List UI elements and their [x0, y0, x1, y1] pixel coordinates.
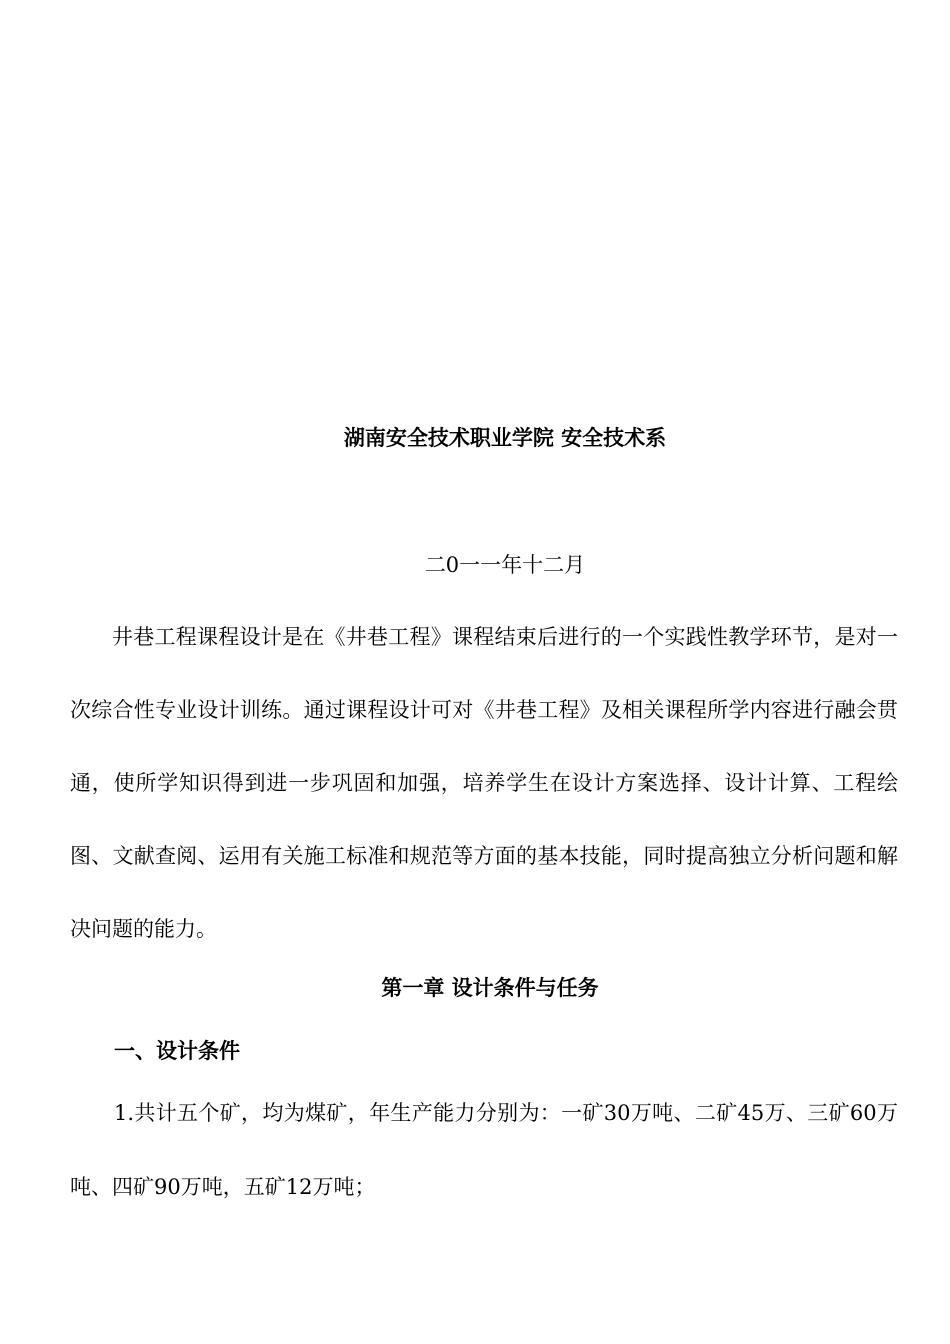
chapter-title: 第一章 设计条件与任务 [381, 976, 599, 1000]
intro-paragraph: 井巷工程课程设计是在《井巷工程》课程结束后进行的一个实践性教学环节，是对一次综合性专业设计训练。通过课程设计可对《井巷工程》及相关课程所学内容进行融会贯通，使所学知识得到进一步巩固和加强，培养学生在设计方案选择、设计计算、工程绘图、文献查阅、运用有关施工标准和规范等方面的基本技能，同时提高独立分析问题和解决问题的能力。 [70, 625, 898, 941]
section-title: 一、设计条件 [114, 1039, 240, 1063]
design-condition-item: 1.共计五个矿，均为煤矿，年生产能力分别为：一矿30万吨、二矿45万、三矿60万吨、四矿90万吨，五矿12万吨； [70, 1101, 898, 1199]
document-date: 二0一一年十二月 [424, 553, 586, 577]
institution-name: 湖南安全技术职业学院 安全技术系 [343, 426, 667, 450]
